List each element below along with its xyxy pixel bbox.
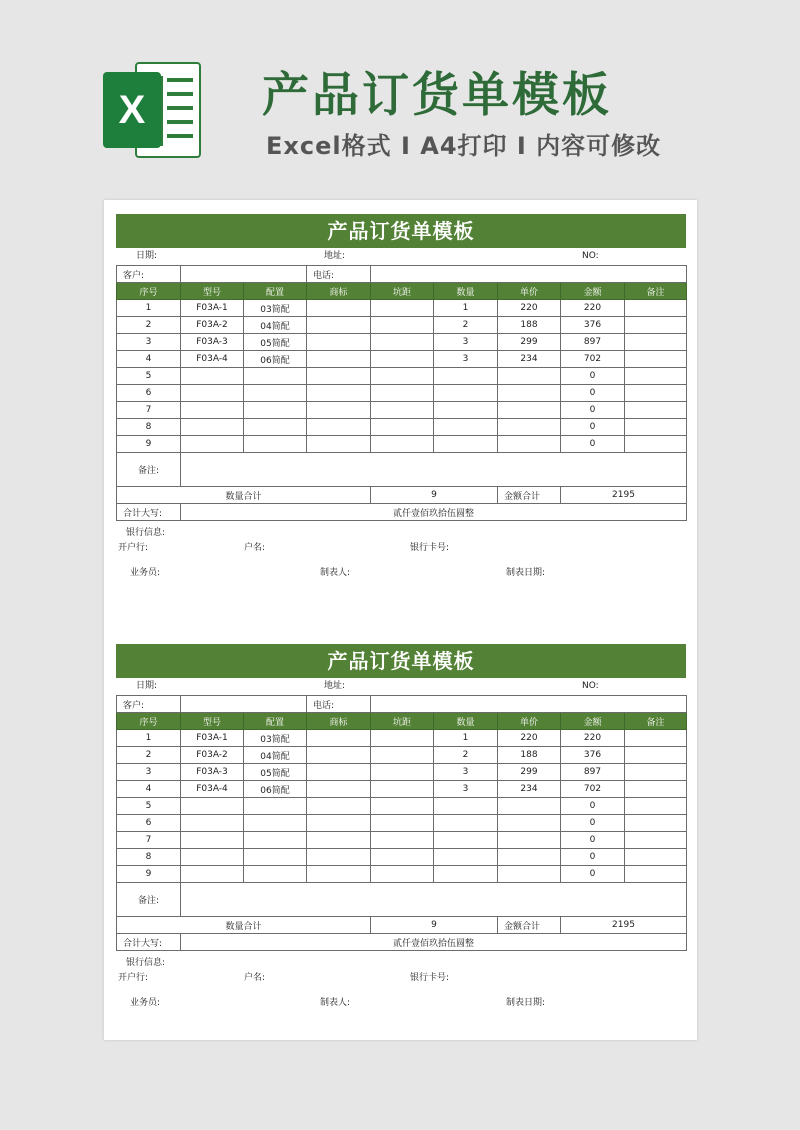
table-row	[117, 781, 687, 798]
table-cell[interactable]: 702	[561, 351, 625, 368]
table-cell[interactable]: 0	[561, 368, 625, 385]
table-row	[117, 764, 687, 781]
form-info-row	[116, 678, 686, 695]
table-row	[117, 832, 687, 849]
totals-row	[117, 917, 687, 934]
table-cell[interactable]: 4	[117, 781, 181, 798]
table-cell[interactable]: 220	[561, 300, 625, 317]
bank-label: 银行信息:	[126, 528, 166, 538]
customer-value-cell[interactable]	[181, 266, 307, 283]
col-header: 单价	[498, 713, 561, 730]
table-cell[interactable]	[625, 747, 687, 764]
table-cell[interactable]	[371, 317, 434, 334]
table-cell[interactable]	[625, 300, 687, 317]
customer-label: 客户:	[117, 696, 181, 713]
table-cell[interactable]: 0	[561, 436, 625, 453]
table-cell[interactable]	[307, 781, 371, 798]
customer-row	[117, 266, 687, 283]
table-cell[interactable]	[625, 351, 687, 368]
table-cell[interactable]: F03A-3	[181, 764, 244, 781]
table-cell[interactable]	[498, 402, 561, 419]
table-cell[interactable]	[498, 368, 561, 385]
signature-row	[116, 995, 686, 1015]
page-subtitle: Excel格式 I A4打印 I 内容可修改	[266, 132, 662, 160]
phone-label: 电话:	[307, 266, 371, 283]
table-row	[117, 730, 687, 747]
table-cell[interactable]: 1	[434, 730, 498, 747]
table-cell[interactable]: 6	[117, 815, 181, 832]
table-cell[interactable]	[498, 849, 561, 866]
table-cell[interactable]	[498, 866, 561, 883]
capital-value[interactable]: 贰仟壹佰玖拾伍圆整	[181, 504, 687, 521]
table-cell[interactable]	[181, 815, 244, 832]
col-header: 坑距	[371, 713, 434, 730]
table-cell[interactable]	[498, 798, 561, 815]
table-cell[interactable]	[181, 866, 244, 883]
table-cell[interactable]	[307, 300, 371, 317]
table-cell[interactable]	[244, 402, 307, 419]
table-cell[interactable]	[307, 730, 371, 747]
table-cell[interactable]	[371, 815, 434, 832]
table-cell[interactable]	[307, 385, 371, 402]
card-no-label: 银行卡号:	[410, 973, 450, 983]
table-cell[interactable]	[498, 385, 561, 402]
excel-logo-letter: X	[103, 72, 161, 148]
table-row	[117, 317, 687, 334]
table-cell[interactable]	[181, 402, 244, 419]
capital-row	[117, 504, 687, 521]
table-cell[interactable]	[307, 815, 371, 832]
table-cell[interactable]: 188	[498, 317, 561, 334]
date-label: 日期:	[136, 681, 158, 691]
col-header: 备注	[625, 713, 687, 730]
table-cell[interactable]	[625, 334, 687, 351]
bank-detail-row	[116, 537, 686, 565]
table-cell[interactable]	[625, 368, 687, 385]
table-cell[interactable]: 5	[117, 798, 181, 815]
table-cell[interactable]: 2	[434, 747, 498, 764]
table-cell[interactable]: 2	[117, 747, 181, 764]
col-header: 数量	[434, 713, 498, 730]
table-cell[interactable]	[434, 866, 498, 883]
bank-info-row	[116, 521, 686, 537]
table-cell[interactable]	[181, 436, 244, 453]
order-form	[116, 644, 686, 1015]
table-cell[interactable]	[498, 832, 561, 849]
table-cell[interactable]	[434, 368, 498, 385]
table-cell[interactable]	[625, 436, 687, 453]
table-cell[interactable]: 04简配	[244, 317, 307, 334]
table-cell[interactable]	[371, 730, 434, 747]
table-cell[interactable]	[244, 798, 307, 815]
table-cell[interactable]: 0	[561, 402, 625, 419]
col-header: 备注	[625, 283, 687, 300]
table-cell[interactable]	[625, 764, 687, 781]
table-cell[interactable]	[307, 764, 371, 781]
table-cell[interactable]: 4	[117, 351, 181, 368]
make-date-label: 制表日期:	[506, 568, 546, 578]
note-value-cell[interactable]	[181, 453, 687, 487]
table-cell[interactable]	[181, 385, 244, 402]
table-row	[117, 300, 687, 317]
table-cell[interactable]: 220	[561, 730, 625, 747]
col-header: 序号	[117, 283, 181, 300]
table-cell[interactable]: 7	[117, 832, 181, 849]
table-cell[interactable]	[181, 368, 244, 385]
salesman-label: 业务员:	[130, 568, 161, 578]
table-cell[interactable]	[371, 798, 434, 815]
account-name-label: 户名:	[244, 973, 266, 983]
table-cell[interactable]: 234	[498, 351, 561, 368]
table-cell[interactable]	[625, 402, 687, 419]
table-cell[interactable]: 0	[561, 798, 625, 815]
table-cell[interactable]	[625, 317, 687, 334]
table-cell[interactable]: 3	[434, 781, 498, 798]
table-cell[interactable]: 299	[498, 334, 561, 351]
table-row	[117, 351, 687, 368]
table-cell[interactable]: 06简配	[244, 351, 307, 368]
table-cell[interactable]: F03A-4	[181, 351, 244, 368]
capital-row	[117, 934, 687, 951]
note-label: 备注:	[117, 453, 181, 487]
table-cell[interactable]: F03A-1	[181, 300, 244, 317]
table-cell[interactable]	[307, 866, 371, 883]
col-header: 商标	[307, 713, 371, 730]
table-cell[interactable]	[371, 764, 434, 781]
note-row	[117, 883, 687, 917]
table-cell[interactable]	[371, 402, 434, 419]
table-cell[interactable]	[181, 849, 244, 866]
table-cell[interactable]: 9	[117, 866, 181, 883]
address-label: 地址:	[324, 251, 346, 261]
no-label: NO:	[582, 251, 599, 261]
table-row	[117, 815, 687, 832]
table-header-row	[117, 713, 687, 730]
table-cell[interactable]	[625, 419, 687, 436]
table-cell[interactable]: 0	[561, 815, 625, 832]
table-cell[interactable]	[625, 815, 687, 832]
table-cell[interactable]: F03A-1	[181, 730, 244, 747]
table-cell[interactable]	[307, 798, 371, 815]
qty-total-value[interactable]: 9	[371, 487, 498, 504]
card-no-label: 银行卡号:	[410, 543, 450, 553]
form-title: 产品订货单模板	[116, 644, 686, 678]
table-cell[interactable]	[371, 300, 434, 317]
table-cell[interactable]	[625, 832, 687, 849]
table-cell[interactable]: 0	[561, 849, 625, 866]
table-row	[117, 747, 687, 764]
table-cell[interactable]: F03A-2	[181, 747, 244, 764]
table-cell[interactable]: 06简配	[244, 781, 307, 798]
no-label: NO:	[582, 681, 599, 691]
table-cell[interactable]	[307, 419, 371, 436]
table-cell[interactable]	[181, 798, 244, 815]
table-cell[interactable]	[625, 385, 687, 402]
table-cell[interactable]: 3	[434, 334, 498, 351]
table-cell[interactable]	[307, 368, 371, 385]
table-cell[interactable]	[371, 351, 434, 368]
table-cell[interactable]	[434, 419, 498, 436]
table-cell[interactable]	[244, 368, 307, 385]
table-cell[interactable]	[371, 849, 434, 866]
table-cell[interactable]	[244, 849, 307, 866]
table-cell[interactable]: F03A-4	[181, 781, 244, 798]
document-paper	[104, 200, 697, 1040]
table-cell[interactable]: 299	[498, 764, 561, 781]
salesman-label: 业务员:	[130, 998, 161, 1008]
table-header-row	[117, 283, 687, 300]
table-cell[interactable]: 3	[434, 351, 498, 368]
col-header: 坑距	[371, 283, 434, 300]
table-cell[interactable]: 897	[561, 334, 625, 351]
table-cell[interactable]	[307, 832, 371, 849]
table-cell[interactable]	[307, 334, 371, 351]
bank-detail-row	[116, 967, 686, 995]
customer-row	[117, 696, 687, 713]
form-title: 产品订货单模板	[116, 214, 686, 248]
table-cell[interactable]	[434, 798, 498, 815]
table-cell[interactable]: 05简配	[244, 334, 307, 351]
phone-label: 电话:	[307, 696, 371, 713]
order-table	[116, 695, 687, 951]
table-cell[interactable]	[307, 436, 371, 453]
table-cell[interactable]	[498, 419, 561, 436]
totals-row	[117, 487, 687, 504]
capital-label: 合计大写:	[117, 504, 181, 521]
table-cell[interactable]	[371, 368, 434, 385]
col-header: 配置	[244, 283, 307, 300]
customer-value-cell[interactable]	[181, 696, 307, 713]
address-label: 地址:	[324, 681, 346, 691]
table-cell[interactable]	[625, 866, 687, 883]
col-header: 单价	[498, 283, 561, 300]
table-cell[interactable]	[244, 866, 307, 883]
table-cell[interactable]	[307, 351, 371, 368]
table-cell[interactable]	[244, 832, 307, 849]
table-cell[interactable]	[371, 781, 434, 798]
note-row	[117, 453, 687, 487]
bank-info-row	[116, 951, 686, 967]
table-cell[interactable]	[181, 419, 244, 436]
table-cell[interactable]: 1	[434, 300, 498, 317]
table-cell[interactable]: 3	[117, 764, 181, 781]
table-row	[117, 385, 687, 402]
note-value-cell[interactable]	[181, 883, 687, 917]
table-cell[interactable]	[244, 815, 307, 832]
col-header: 数量	[434, 283, 498, 300]
capital-value[interactable]: 贰仟壹佰玖拾伍圆整	[181, 934, 687, 951]
table-cell[interactable]: 376	[561, 747, 625, 764]
table-cell[interactable]	[371, 747, 434, 764]
note-label: 备注:	[117, 883, 181, 917]
table-cell[interactable]	[498, 436, 561, 453]
signature-row	[116, 565, 686, 585]
table-cell[interactable]	[307, 317, 371, 334]
table-cell[interactable]: 6	[117, 385, 181, 402]
col-header: 金额	[561, 283, 625, 300]
account-name-label: 户名:	[244, 543, 266, 553]
table-cell[interactable]: 0	[561, 385, 625, 402]
header-banner	[0, 0, 800, 200]
table-cell[interactable]: 3	[117, 334, 181, 351]
table-cell[interactable]	[371, 334, 434, 351]
table-cell[interactable]: 0	[561, 866, 625, 883]
table-cell[interactable]: 03简配	[244, 730, 307, 747]
table-cell[interactable]	[434, 436, 498, 453]
table-cell[interactable]	[625, 849, 687, 866]
table-cell[interactable]	[371, 436, 434, 453]
table-cell[interactable]	[434, 849, 498, 866]
table-row	[117, 368, 687, 385]
make-date-label: 制表日期:	[506, 998, 546, 1008]
table-cell[interactable]: 03简配	[244, 300, 307, 317]
table-cell[interactable]	[434, 815, 498, 832]
table-cell[interactable]: 8	[117, 849, 181, 866]
customer-label: 客户:	[117, 266, 181, 283]
col-header: 型号	[181, 713, 244, 730]
page-title: 产品订货单模板	[262, 68, 612, 123]
phone-value-cell[interactable]	[371, 696, 687, 713]
table-cell[interactable]: 188	[498, 747, 561, 764]
table-cell[interactable]: 3	[434, 764, 498, 781]
qty-total-label: 数量合计	[117, 917, 371, 934]
col-header: 金额	[561, 713, 625, 730]
table-cell[interactable]	[625, 730, 687, 747]
opening-bank-label: 开户行:	[118, 973, 149, 983]
table-cell[interactable]: 220	[498, 300, 561, 317]
table-cell[interactable]	[434, 832, 498, 849]
table-cell[interactable]: 897	[561, 764, 625, 781]
table-row	[117, 866, 687, 883]
table-cell[interactable]	[625, 798, 687, 815]
table-cell[interactable]	[434, 385, 498, 402]
table-cell[interactable]: 0	[561, 832, 625, 849]
table-cell[interactable]: 234	[498, 781, 561, 798]
amount-total-value[interactable]: 2195	[561, 917, 687, 934]
table-cell[interactable]	[371, 385, 434, 402]
table-cell[interactable]: 8	[117, 419, 181, 436]
table-cell[interactable]: F03A-2	[181, 317, 244, 334]
table-cell[interactable]	[434, 402, 498, 419]
table-cell[interactable]	[371, 419, 434, 436]
amount-total-label: 金额合计	[498, 917, 561, 934]
table-row	[117, 402, 687, 419]
table-cell[interactable]: 220	[498, 730, 561, 747]
form-info-row	[116, 248, 686, 265]
table-row	[117, 334, 687, 351]
qty-total-value[interactable]: 9	[371, 917, 498, 934]
amount-total-label: 金额合计	[498, 487, 561, 504]
table-cell[interactable]: 702	[561, 781, 625, 798]
table-row	[117, 849, 687, 866]
table-cell[interactable]: 04简配	[244, 747, 307, 764]
table-cell[interactable]: 1	[117, 730, 181, 747]
table-cell[interactable]: 2	[117, 317, 181, 334]
table-cell[interactable]	[244, 419, 307, 436]
table-row	[117, 419, 687, 436]
table-cell[interactable]	[371, 866, 434, 883]
capital-label: 合计大写:	[117, 934, 181, 951]
table-cell[interactable]	[307, 402, 371, 419]
table-cell[interactable]: 7	[117, 402, 181, 419]
maker-label: 制表人:	[320, 998, 351, 1008]
table-cell[interactable]: 2	[434, 317, 498, 334]
table-cell[interactable]: 5	[117, 368, 181, 385]
table-row	[117, 436, 687, 453]
order-form	[116, 214, 686, 585]
order-table	[116, 265, 687, 521]
table-cell[interactable]: 0	[561, 419, 625, 436]
table-cell[interactable]	[371, 832, 434, 849]
col-header: 序号	[117, 713, 181, 730]
col-header: 配置	[244, 713, 307, 730]
excel-logo-icon	[103, 62, 203, 158]
date-label: 日期:	[136, 251, 158, 261]
table-cell[interactable]: 9	[117, 436, 181, 453]
table-cell[interactable]: F03A-3	[181, 334, 244, 351]
table-cell[interactable]: 05简配	[244, 764, 307, 781]
table-cell[interactable]	[307, 849, 371, 866]
table-cell[interactable]	[181, 832, 244, 849]
opening-bank-label: 开户行:	[118, 543, 149, 553]
col-header: 型号	[181, 283, 244, 300]
qty-total-label: 数量合计	[117, 487, 371, 504]
table-cell[interactable]: 376	[561, 317, 625, 334]
maker-label: 制表人:	[320, 568, 351, 578]
bank-label: 银行信息:	[126, 958, 166, 968]
table-cell[interactable]: 1	[117, 300, 181, 317]
table-cell[interactable]	[625, 781, 687, 798]
table-cell[interactable]	[498, 815, 561, 832]
amount-total-value[interactable]: 2195	[561, 487, 687, 504]
phone-value-cell[interactable]	[371, 266, 687, 283]
table-row	[117, 798, 687, 815]
table-cell[interactable]	[244, 385, 307, 402]
col-header: 商标	[307, 283, 371, 300]
table-cell[interactable]	[307, 747, 371, 764]
table-cell[interactable]	[244, 436, 307, 453]
